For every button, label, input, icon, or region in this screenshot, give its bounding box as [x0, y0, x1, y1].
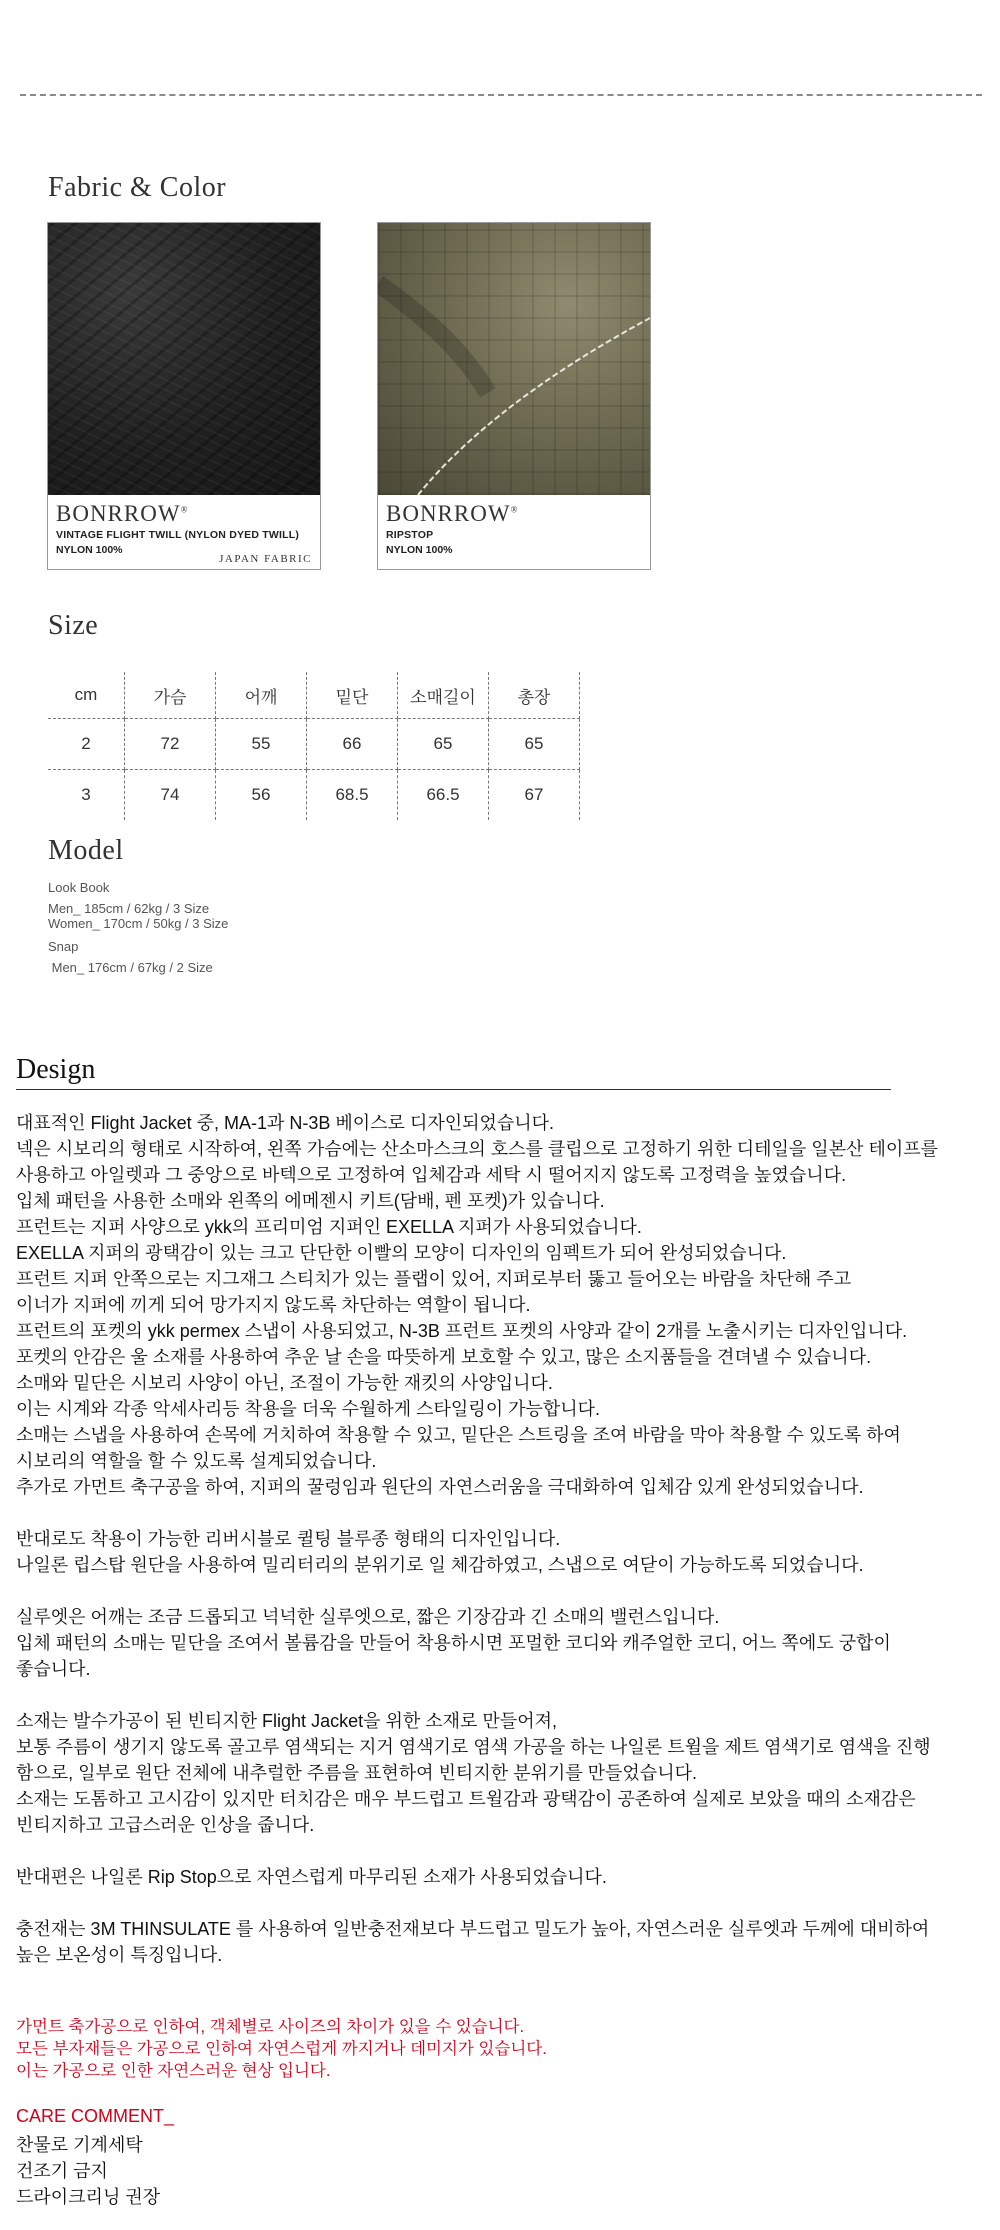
- fabric-name: VINTAGE FLIGHT TWILL (NYLON DYED TWILL): [56, 529, 300, 541]
- model-title: Model: [48, 835, 124, 866]
- size-header-cell: 밑단: [307, 672, 398, 719]
- size-header-cell: 가슴: [125, 672, 216, 719]
- size-cell: 55: [216, 719, 307, 770]
- size-table: [48, 672, 580, 820]
- size-title: Size: [48, 610, 99, 641]
- size-cell: 2: [48, 719, 125, 770]
- care-item: 찬물로 기계세탁: [16, 2135, 143, 2155]
- garment-notice: [16, 2016, 547, 2082]
- fabric-color-title: Fabric & Color: [48, 172, 227, 203]
- design-paragraph: [16, 1916, 938, 1968]
- size-table-header: [48, 672, 580, 719]
- design-underline: [16, 1089, 891, 1090]
- design-line: 반대로도 착용이 가능한 리버시블로 퀼팅 블루종 형태의 디자인입니다.: [16, 1529, 561, 1549]
- design-line: 함으로, 일부로 원단 전체에 내추럴한 주름을 표현하여 빈티지한 분위기를 만들었습니다.: [16, 1763, 697, 1783]
- model-line: Women_ 170cm / 50kg / 3 Size: [48, 916, 229, 931]
- size-cell: 72: [125, 719, 216, 770]
- size-cell: 66: [307, 719, 398, 770]
- model-lookbook-label: Look Book: [48, 880, 110, 895]
- design-line: 이너가 지퍼에 끼게 되어 망가지지 않도록 차단하는 역할이 됩니다.: [16, 1295, 531, 1315]
- design-line: 이는 시계와 각종 악세사리등 착용을 더욱 수월하게 스타일링이 가능합니다.: [16, 1399, 601, 1419]
- design-line: 높은 보온성이 특징입니다.: [16, 1945, 223, 1965]
- design-paragraph: [16, 1864, 938, 1890]
- size-cell: 65: [489, 719, 580, 770]
- design-line: 나일론 립스탑 원단을 사용하여 밀리터리의 분위기로 일 체감하였고, 스냅으로 여닫이 가능하도록 되었습니다.: [16, 1555, 864, 1575]
- fabric-swatch-black: [48, 223, 320, 495]
- fabric-card-vintage-twill: [47, 222, 321, 570]
- design-line: 프런트 지퍼 안쪽으로는 지그재그 스티치가 있는 플랩이 있어, 지퍼로부터 뚫고 들어오는 바람을 차단해 주고: [16, 1269, 852, 1289]
- design-line: 대표적인 Flight Jacket 중, MA-1과 N-3B 베이스로 디자인되었습니다.: [16, 1113, 555, 1133]
- stitch-line-decoration: [378, 223, 650, 495]
- design-line: 포켓의 안감은 울 소재를 사용하여 추운 날 손을 따뜻하게 보호할 수 있고, 많은 소지품들을 견뎌낼 수 있습니다.: [16, 1347, 872, 1367]
- design-description: [16, 1110, 938, 1968]
- design-line: 시보리의 역할을 할 수 있도록 설계되었습니다.: [16, 1451, 377, 1471]
- model-info: [48, 880, 228, 975]
- top-dashed-divider: [20, 94, 982, 96]
- design-paragraph: [16, 1604, 938, 1682]
- design-line: 소재는 도톰하고 고시감이 있지만 터치감은 매우 부드럽고 트윌감과 광택감이 공존하여 실제로 보았을 때의 소재감은: [16, 1789, 916, 1809]
- size-header-cell: cm: [48, 672, 125, 719]
- size-cell: 68.5: [307, 770, 398, 821]
- notice-line: 모든 부자재들은 가공으로 인하여 자연스럽게 까지거나 데미지가 있습니다.: [16, 2040, 547, 2058]
- size-header-cell: 어깨: [216, 672, 307, 719]
- design-paragraph: [16, 1110, 938, 1500]
- design-line: 소매와 밑단은 시보리 사양이 아닌, 조절이 가능한 재킷의 사양입니다.: [16, 1373, 553, 1393]
- size-cell: 3: [48, 770, 125, 821]
- design-line: 프런트의 포켓의 ykk permex 스냅이 사용되었고, N-3B 프런트 포켓의 사양과 같이 2개를 노출시키는 디자인입니다.: [16, 1321, 908, 1341]
- model-line: Men_ 176cm / 67kg / 2 Size: [48, 960, 213, 975]
- care-item: 건조기 금지: [16, 2161, 108, 2181]
- design-line: 빈티지하고 고급스러운 인상을 줍니다.: [16, 1815, 315, 1835]
- design-line: 프런트는 지퍼 사양으로 ykk의 프리미엄 지퍼인 EXELLA 지퍼가 사용되었습니다.: [16, 1217, 642, 1237]
- design-line: 넥은 시보리의 형태로 시작하여, 왼쪽 가슴에는 산소마스크의 호스를 클립으로 고정하기 위한 디테일을 일본산 테이프를: [16, 1139, 939, 1159]
- fabric-card-ripstop: [377, 222, 651, 570]
- design-line: 사용하고 아일렛과 그 중앙으로 바텍으로 고정하여 입체감과 세탁 시 떨어지지 않도록 고정력을 높였습니다.: [16, 1165, 847, 1185]
- design-paragraph: [16, 1708, 938, 1838]
- size-cell: 65: [398, 719, 489, 770]
- design-line: 입체 패턴을 사용한 소매와 왼쪽의 에메젠시 키트(담배, 펜 포켓)가 있습니다.: [16, 1191, 605, 1211]
- fabric-composition: NYLON 100%: [386, 544, 453, 556]
- design-line: 소매는 스냅을 사용하여 손목에 거치하여 착용할 수 있고, 밑단은 스트링을 조여 바람을 막아 착용할 수 있도록 하여: [16, 1425, 901, 1445]
- table-row: [48, 719, 580, 770]
- fabric-name: RIPSTOP: [386, 529, 434, 541]
- design-line: 보통 주름이 생기지 않도록 골고루 염색되는 지거 염색기로 염색 가공을 하는 나일론 트윌을 제트 염색기로 염색을 진행: [16, 1737, 931, 1757]
- fabric-brand: BONRROW®: [386, 501, 519, 526]
- table-row: [48, 770, 580, 821]
- size-cell: 67: [489, 770, 580, 821]
- notice-line: 이는 가공으로 인한 자연스러운 현상 입니다.: [16, 2062, 331, 2080]
- size-header-cell: 총장: [489, 672, 580, 719]
- design-line: 소재는 발수가공이 된 빈티지한 Flight Jacket을 위한 소재로 만들어져,: [16, 1711, 557, 1731]
- design-line: 실루엣은 어깨는 조금 드롭되고 넉넉한 실루엣으로, 짧은 기장감과 긴 소매의 밸런스입니다.: [16, 1607, 720, 1627]
- fabric-composition: NYLON 100%: [56, 544, 123, 556]
- fabric-origin: JAPAN FABRIC: [219, 553, 312, 565]
- care-item: 드라이크리닝 권장: [16, 2187, 161, 2207]
- care-list: [16, 2132, 160, 2210]
- design-line: 입체 패턴의 소매는 밑단을 조여서 볼륨감을 만들어 착용하시면 포멀한 코디와 캐주얼한 코디, 어느 쪽에도 궁합이: [16, 1633, 891, 1653]
- design-title: Design: [16, 1054, 96, 1085]
- fabric-swatch-olive: [378, 223, 650, 495]
- design-paragraph: [16, 1526, 938, 1578]
- size-cell: 56: [216, 770, 307, 821]
- fabric-brand: BONRROW®: [56, 501, 189, 526]
- size-header-cell: 소매길이: [398, 672, 489, 719]
- design-line: 추가로 가먼트 축구공을 하여, 지퍼의 꿀렁임과 원단의 자연스러움을 극대화하여 입체감 있게 완성되었습니다.: [16, 1477, 864, 1497]
- care-comment-title: CARE COMMENT_: [16, 2106, 175, 2126]
- model-line: Men_ 185cm / 62kg / 3 Size: [48, 901, 210, 916]
- design-line: 좋습니다.: [16, 1659, 91, 1679]
- size-cell: 74: [125, 770, 216, 821]
- design-line: 충전재는 3M THINSULATE 를 사용하여 일반충전재보다 부드럽고 밀도가 높아, 자연스러운 실루엣과 두께에 대비하여: [16, 1919, 930, 1939]
- design-line: 반대편은 나일론 Rip Stop으로 자연스럽게 마무리된 소재가 사용되었습니다.: [16, 1867, 607, 1887]
- size-cell: 66.5: [398, 770, 489, 821]
- notice-line: 가먼트 축가공으로 인하여, 객체별로 사이즈의 차이가 있을 수 있습니다.: [16, 2018, 525, 2036]
- design-line: EXELLA 지퍼의 광택감이 있는 크고 단단한 이빨의 모양이 디자인의 임펙트가 되어 완성되었습니다.: [16, 1243, 787, 1263]
- model-snap-label: Snap: [48, 939, 79, 954]
